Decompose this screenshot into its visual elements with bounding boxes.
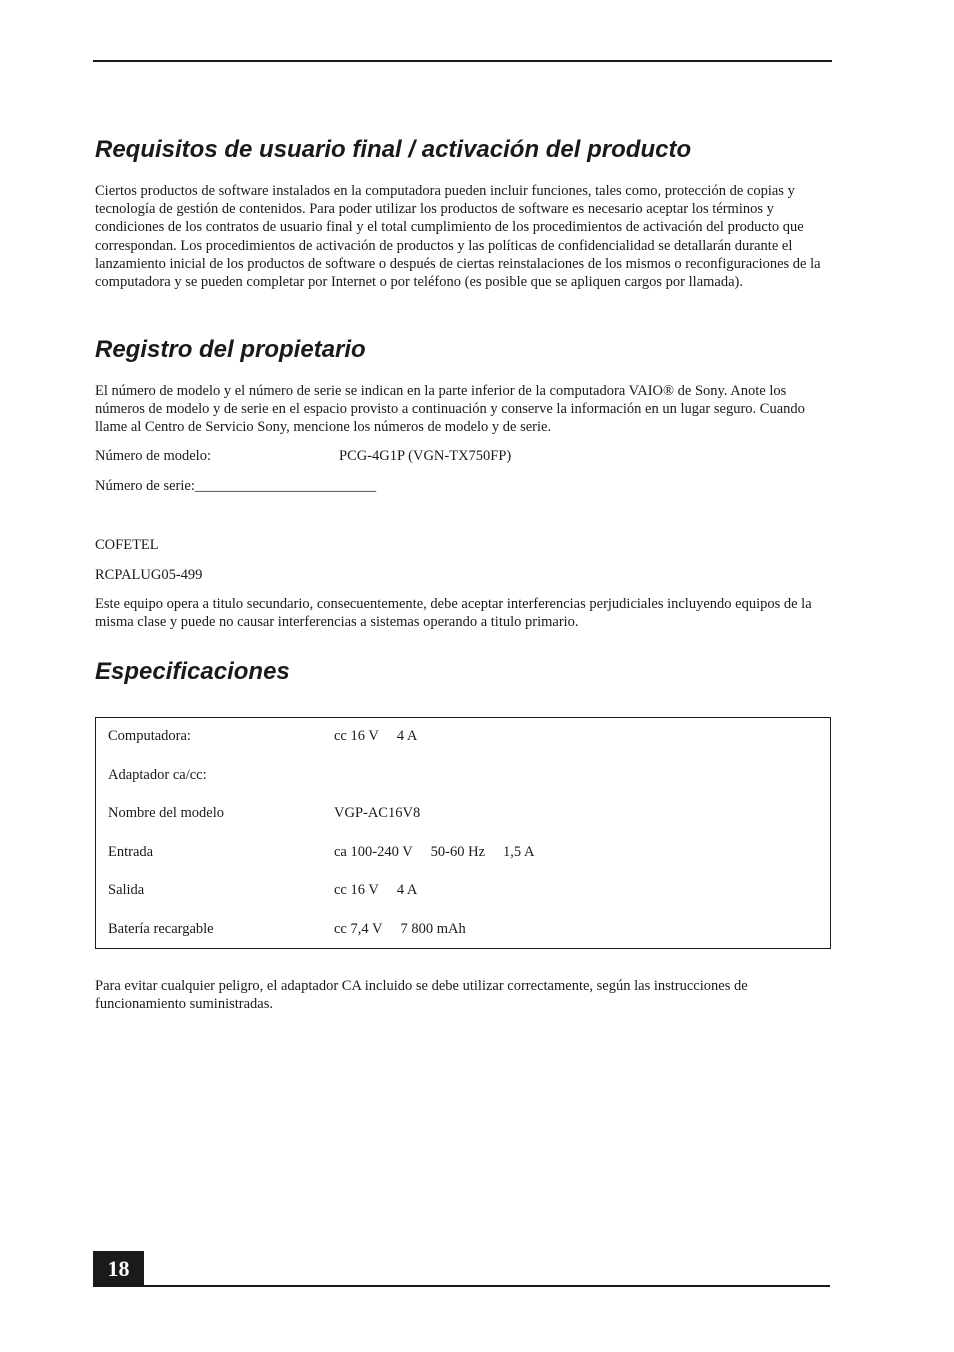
spec-label: Computadora:: [108, 728, 191, 744]
spec-label: Salida: [108, 882, 145, 898]
spec-value-part: cc 7,4 V: [334, 921, 383, 937]
spec-row: [96, 842, 830, 862]
top-rule: [93, 60, 832, 62]
spec-value: [334, 842, 552, 862]
spec-value-part: 7 800 mAh: [400, 921, 466, 937]
spec-value: [334, 726, 435, 746]
spec-value: [334, 919, 484, 939]
spec-value-part: cc 16 V: [334, 882, 379, 898]
spec-value-part: cc 16 V: [334, 728, 379, 744]
model-number-value: PCG-4G1P (VGN-TX750FP): [339, 448, 512, 464]
specifications-table: [95, 717, 831, 949]
spec-row: [96, 726, 830, 746]
heading-end-user-requirements: Requisitos de usuario final / activación del producto: [95, 136, 692, 163]
spec-value-part: 1,5 A: [503, 844, 535, 860]
model-number-label: Número de modelo:: [95, 448, 211, 464]
page-number: 18: [93, 1251, 144, 1287]
spec-value-part: ca 100-240 V: [334, 844, 413, 860]
spec-label: Entrada: [108, 844, 154, 860]
heading-specifications: Especificaciones: [95, 658, 290, 685]
spec-value-part: 4 A: [396, 728, 418, 744]
cofetel-label: COFETEL: [95, 537, 159, 553]
spec-row: [96, 919, 830, 939]
cofetel-code: RCPALUG05-499: [95, 567, 203, 583]
spec-value-part: VGP-AC16V8: [334, 805, 421, 821]
spec-value: [334, 880, 435, 900]
spec-row: [96, 880, 830, 900]
serial-number-line: Número de serie:_________________________: [95, 478, 377, 494]
spec-value-part: 4 A: [396, 882, 418, 898]
spec-label: Batería recargable: [108, 921, 214, 937]
heading-owner-registration: Registro del propietario: [95, 336, 366, 363]
registration-paragraph: El número de modelo y el número de serie se indican en la parte inferior de la computadora VAIO® de Sony. Anote los números de modelo y de serie en el espacio provisto a continuación y conserve la información en un lugar seguro. Cuando llame al Centro de Servicio Sony, mencione los números de modelo y de serie.: [95, 383, 805, 436]
spec-row: [96, 803, 830, 823]
cofetel-note: Este equipo opera a titulo secundario, consecuentemente, debe aceptar interferencias perjudiciales incluyendo equipos de la misma clase y puede no causar interferencias a sistemas operando a titulo primario.: [95, 596, 812, 631]
specs-footnote: Para evitar cualquier peligro, el adaptador CA incluido se debe utilizar correctamente, según las instrucciones de funcionamiento suministradas.: [95, 978, 748, 1013]
spec-row: [96, 765, 830, 785]
bottom-rule: [93, 1285, 830, 1287]
spec-value-part: 50-60 Hz: [430, 844, 486, 860]
spec-value: [334, 803, 438, 823]
spec-label: Nombre del modelo: [108, 805, 224, 821]
spec-label: Adaptador ca/cc:: [108, 767, 207, 783]
end-user-paragraph: Ciertos productos de software instalados en la computadora pueden incluir funciones, tales como, protección de copias y tecnología de gestión de contenidos. Para poder utilizar los productos de software es necesario aceptar los términos y condiciones de los contratos de usuario final y el total cumplimiento de los procedimientos de activación del producto que correspondan. Los procedimientos de activación de productos y las políticas de confidencialidad se detallarán durante el lanzamiento inicial de los productos de software o después de ciertas reinstalaciones de los mismos o reconfiguraciones de la computadora y se pueden completar por Internet o por teléfono (es posible que se apliquen cargos por llamada).: [95, 183, 821, 291]
